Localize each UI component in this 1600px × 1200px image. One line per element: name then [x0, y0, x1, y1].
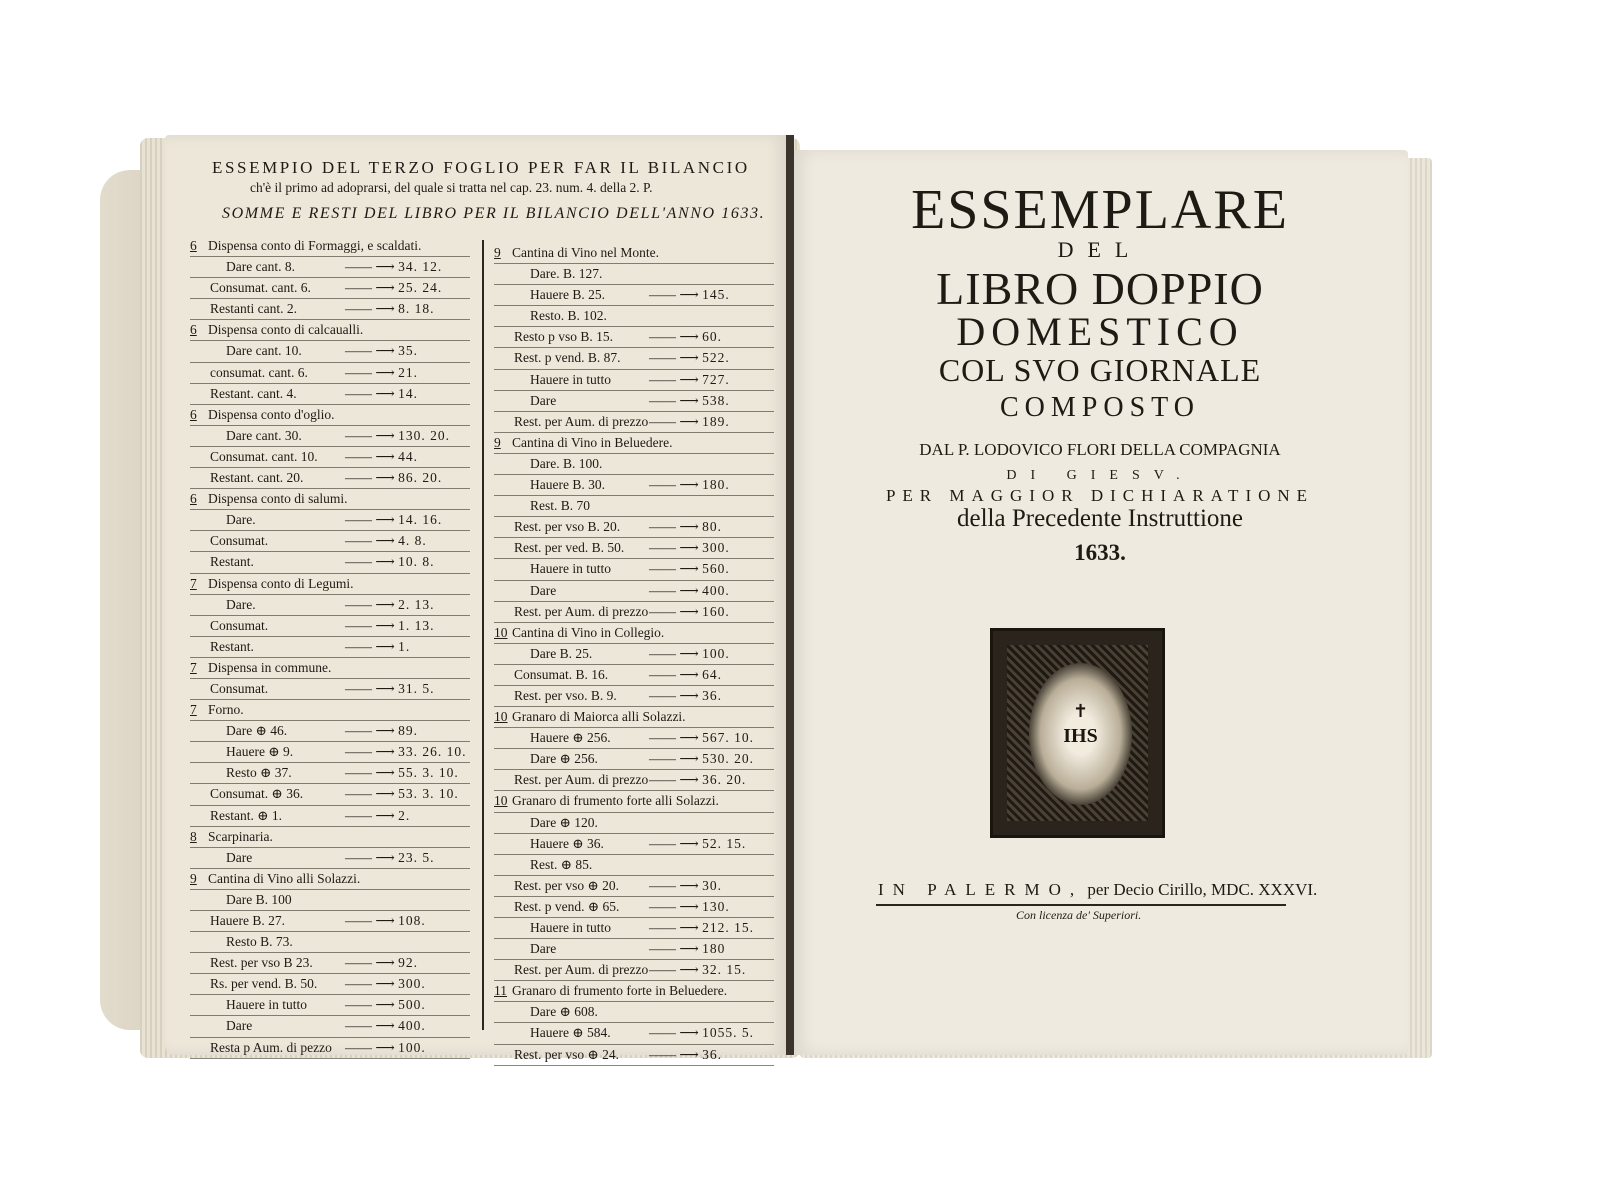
- entry-amount: —— ⟶ 23. 5.: [345, 848, 434, 868]
- entry-amount: —— ⟶ 189.: [649, 412, 730, 432]
- ledger-row: [494, 918, 774, 939]
- entry-label: Cantina di Vino nel Monte.: [512, 245, 660, 260]
- entry-amount: —— ⟶ 64.: [649, 665, 722, 685]
- entry-label: Rest. per vso ⊕ 20.: [514, 877, 620, 893]
- ledger-row: [190, 763, 470, 784]
- entry-label: Consumat. cant. 10.: [210, 448, 318, 464]
- entry-label: Consumat.: [210, 533, 269, 549]
- entry-label: Rest. p vend. B. 87.: [514, 350, 621, 366]
- ledger-row: [494, 728, 774, 749]
- ledger-row: [190, 911, 470, 932]
- entry-label: Dispensa conto di salumi.: [208, 491, 348, 507]
- account-number: 6: [190, 491, 197, 507]
- entry-amount: —— ⟶ 80.: [649, 517, 722, 537]
- entry-amount: —— ⟶ 89.: [345, 721, 418, 741]
- ledger-account-heading: [190, 827, 470, 848]
- ledger-row: [494, 581, 774, 602]
- entry-amount: —— ⟶ 34. 12.: [345, 257, 442, 277]
- ledger-column-right: [494, 243, 774, 1066]
- entry-label: Restanti cant. 2.: [210, 301, 297, 317]
- entry-label: Resto p vso B. 15.: [514, 329, 614, 345]
- ledger-row: [190, 468, 470, 489]
- entry-amount: —— ⟶ 53. 3. 10.: [345, 784, 459, 804]
- license-line: Con licenza de' Superiori.: [1016, 908, 1142, 922]
- ledger-row: [494, 538, 774, 559]
- entry-label: Restant.: [210, 554, 254, 570]
- entry-amount: —— ⟶ 25. 24.: [345, 278, 442, 298]
- ledger-row: [494, 897, 774, 918]
- account-number: 10: [494, 709, 508, 725]
- imprint: [878, 880, 1317, 900]
- ledger-row: [494, 749, 774, 770]
- ledger-row: [494, 517, 774, 538]
- entry-label: Restant.: [210, 638, 254, 654]
- entry-label: Consumat. cant. 6.: [210, 280, 311, 296]
- left-page-subtitle: ch'è il primo ad adoprarsi, del quale si tratta nel cap. 23. num. 4. della 2. P.: [250, 180, 653, 195]
- entry-amount: —— ⟶ 21.: [345, 363, 418, 383]
- entry-label: Resta p Aum. di pezzo: [210, 1039, 332, 1055]
- ledger-row: [190, 341, 470, 362]
- entry-label: Rest. per ved. B. 50.: [514, 540, 625, 556]
- entry-label: Rest. per vso B 23.: [210, 955, 313, 971]
- entry-label: Hauere in tutto: [530, 561, 611, 577]
- entry-label: Rs. per vend. B. 50.: [210, 976, 318, 992]
- ledger-row: [190, 932, 470, 953]
- ledger-row: [190, 363, 470, 384]
- entry-amount: —— ⟶ 145.: [649, 285, 730, 305]
- ledger-account-heading: [190, 700, 470, 721]
- ledger-row: [190, 299, 470, 320]
- ledger-row: [494, 813, 774, 834]
- ledger-row: [494, 876, 774, 897]
- ledger-row: [190, 278, 470, 299]
- ledger-row: [494, 348, 774, 369]
- ledger-row: [494, 391, 774, 412]
- ledger-account-heading: [494, 433, 774, 454]
- entry-label: Restant. ⊕ 1.: [210, 807, 283, 823]
- entry-label: Hauere B. 27.: [210, 913, 285, 928]
- entry-amount: —— ⟶ 4. 8.: [345, 531, 427, 551]
- entry-amount: —— ⟶ 52. 15.: [649, 834, 746, 854]
- entry-amount: —— ⟶ 10. 8.: [345, 552, 434, 572]
- ledger-account-heading: [494, 243, 774, 264]
- entry-label: Resto ⊕ 37.: [226, 765, 292, 781]
- entry-amount: —— ⟶ 567. 10.: [649, 728, 754, 748]
- entry-label: Dispensa conto di calcaualli.: [208, 322, 364, 338]
- ledger-account-heading: [494, 707, 774, 728]
- entry-label: Rest. per vso. B. 9.: [514, 687, 617, 703]
- entry-label: Rest. per Aum. di prezzo: [514, 772, 649, 788]
- account-number: 7: [190, 575, 197, 591]
- entry-label: Rest. per Aum. di prezzo: [514, 962, 649, 978]
- ledger-row: [190, 510, 470, 531]
- ledger-row: [190, 995, 470, 1016]
- entry-label: Resto B. 73.: [226, 934, 293, 950]
- title-libro-doppio: LIBRO DOPPIO: [936, 263, 1264, 314]
- account-number: 6: [190, 406, 197, 422]
- entry-amount: —— ⟶ 212. 15.: [649, 918, 754, 938]
- entry-amount: —— ⟶ 300.: [345, 974, 426, 994]
- entry-amount: —— ⟶ 86. 20.: [345, 468, 442, 488]
- account-number: 10: [494, 793, 508, 809]
- entry-label: Granaro di Maiorca alli Solazzi.: [512, 709, 686, 725]
- entry-amount: —— ⟶ 400.: [345, 1016, 426, 1036]
- entry-amount: —— ⟶ 560.: [649, 559, 730, 579]
- entry-amount: —— ⟶ 44.: [345, 447, 418, 467]
- ledger-account-heading: [494, 791, 774, 812]
- ledger-row: [190, 848, 470, 869]
- ledger-row: [494, 370, 774, 391]
- entry-label: Rest. ⊕ 85.: [530, 856, 593, 872]
- ledger-row: [190, 974, 470, 995]
- title-domestico: DOMESTICO: [956, 309, 1244, 354]
- ledger-row: [190, 890, 470, 911]
- entry-label: Hauere ⊕ 9.: [226, 744, 294, 760]
- ledger-column-left: [190, 236, 470, 1059]
- entry-amount: —— ⟶ 100.: [649, 644, 730, 664]
- ledger-row: [494, 939, 774, 960]
- entry-label: Hauere ⊕ 36.: [530, 835, 604, 851]
- entry-amount: —— ⟶ 108.: [345, 911, 426, 931]
- ledger-row: [494, 496, 774, 517]
- ledger-account-heading: [190, 320, 470, 341]
- ledger-row: [190, 721, 470, 742]
- account-number: 7: [190, 659, 197, 675]
- entry-label: Dare.: [226, 512, 256, 528]
- author-line: DAL P. LODOVICO FLORI DELLA COMPAGNIA: [919, 440, 1281, 459]
- account-number: 7: [190, 702, 197, 718]
- ledger-row: [494, 264, 774, 285]
- title-essemplare: ESSEMPLARE: [911, 179, 1289, 241]
- entry-amount: —— ⟶ 33. 26. 10.: [345, 742, 466, 762]
- entry-label: Dare B. 25.: [530, 645, 593, 661]
- declaration-line: PER MAGGIOR DICHIARATIONE: [885, 486, 1315, 505]
- entry-amount: —— ⟶ 538.: [649, 391, 730, 411]
- column-divider: [482, 240, 484, 1030]
- entry-amount: —— ⟶ 400.: [649, 581, 730, 601]
- ledger-row: [190, 679, 470, 700]
- cross-icon: ✝: [1072, 701, 1089, 721]
- entry-amount: —— ⟶ 36.: [649, 686, 722, 706]
- ledger-row: [494, 285, 774, 306]
- entry-amount: —— ⟶ 1. 13.: [345, 616, 434, 636]
- entry-label: Cantina di Vino alli Solazzi.: [208, 870, 361, 886]
- left-page-heading: SOMME E RESTI DEL LIBRO PER IL BILANCIO DELL'ANNO 1633.: [222, 205, 766, 222]
- year-line: 1633.: [1074, 540, 1126, 565]
- instruction-line: della Precedente Instruttione: [957, 505, 1243, 532]
- entry-amount: —— ⟶ 130.: [649, 897, 730, 917]
- ledger-row: [190, 806, 470, 827]
- ledger-row: [190, 426, 470, 447]
- imprint-city: IN PALERMO,: [878, 880, 1084, 899]
- entry-label: Dare ⊕ 608.: [530, 1004, 598, 1020]
- ledger-account-heading: [494, 981, 774, 1002]
- entry-amount: —— ⟶ 130. 20.: [345, 426, 450, 446]
- entry-label: Dispensa conto di Legumi.: [208, 575, 354, 591]
- title-composto: COMPOSTO: [1000, 392, 1200, 423]
- title-del: DEL: [1057, 237, 1143, 262]
- ledger-row: [494, 327, 774, 348]
- entry-label: Hauere in tutto: [530, 371, 611, 387]
- ledger-account-heading: [494, 623, 774, 644]
- entry-amount: —— ⟶ 2. 13.: [345, 595, 434, 615]
- imprint-printer: per Decio Cirillo, MDC. XXXVI.: [1087, 880, 1318, 899]
- entry-label: Consumat. ⊕ 36.: [210, 786, 304, 802]
- entry-amount: —— ⟶ 60.: [649, 327, 722, 347]
- ledger-row: [494, 306, 774, 327]
- account-number: 6: [190, 322, 197, 338]
- entry-amount: —— ⟶ 100.: [345, 1038, 426, 1058]
- entry-amount: —— ⟶ 36.: [649, 1045, 722, 1065]
- ledger-row: [494, 1002, 774, 1023]
- entry-label: Rest. B. 70: [530, 498, 591, 514]
- account-number: 11: [494, 983, 507, 999]
- society-line: DI GIESV.: [1006, 468, 1194, 483]
- ledger-row: [190, 531, 470, 552]
- entry-label: Rest. per vso B. 20.: [514, 519, 621, 535]
- entry-amount: —— ⟶ 160.: [649, 602, 730, 622]
- account-number: 9: [494, 434, 501, 450]
- emblem-text: IHS: [1063, 725, 1098, 747]
- ihs-emblem: [990, 628, 1165, 838]
- entry-label: Dare B. 100: [226, 891, 292, 907]
- entry-label: Scarpinaria.: [208, 828, 273, 844]
- entry-label: Granaro di frumento forte alli Solazzi.: [512, 793, 719, 809]
- ledger-row: [494, 412, 774, 433]
- entry-amount: —— ⟶ 727.: [649, 370, 730, 390]
- ledger-row: [494, 1045, 774, 1066]
- entry-amount: —— ⟶ 92.: [345, 953, 418, 973]
- ledger-row: [494, 834, 774, 855]
- ledger-row: [494, 686, 774, 707]
- entry-label: Hauere in tutto: [530, 920, 611, 935]
- entry-label: Resto. B. 102.: [530, 308, 607, 324]
- ledger-row: [494, 559, 774, 580]
- ledger-account-heading: [190, 405, 470, 426]
- entry-amount: —— ⟶ 500.: [345, 995, 426, 1015]
- entry-amount: —— ⟶ 2.: [345, 806, 410, 826]
- entry-amount: —— ⟶ 31. 5.: [345, 679, 434, 699]
- ledger-row: [190, 384, 470, 405]
- entry-amount: —— ⟶ 1.: [345, 637, 410, 657]
- ledger-row: [494, 770, 774, 791]
- entry-amount: —— ⟶ 300.: [649, 538, 730, 558]
- imprint-rule: [876, 904, 1286, 906]
- entry-label: Consumat. B. 16.: [514, 666, 609, 682]
- entry-label: Restant. cant. 4.: [210, 385, 297, 401]
- account-number: 9: [494, 245, 501, 260]
- ledger-row: [494, 1023, 774, 1044]
- account-number: 8: [190, 828, 197, 844]
- ledger-row: [494, 960, 774, 981]
- entry-label: Dare. B. 127.: [530, 266, 603, 282]
- ledger-row: [494, 644, 774, 665]
- ledger-account-heading: [190, 658, 470, 679]
- entry-amount: —— ⟶ 8. 18.: [345, 299, 434, 319]
- entry-label: Hauere B. 25.: [530, 287, 605, 303]
- ledger-row: [190, 953, 470, 974]
- ledger-account-heading: [190, 489, 470, 510]
- entry-label: Granaro di frumento forte in Beluedere.: [512, 983, 728, 999]
- entry-label: Cantina di Vino in Collegio.: [512, 624, 665, 640]
- entry-label: Dare.: [226, 596, 256, 612]
- ledger-row: [190, 784, 470, 805]
- ledger-row: [190, 1016, 470, 1037]
- ledger-row: [190, 637, 470, 658]
- entry-amount: —— ⟶ 14.: [345, 384, 418, 404]
- entry-amount: —— ⟶ 522.: [649, 348, 730, 368]
- ledger-row: [190, 595, 470, 616]
- ledger-account-heading: [190, 869, 470, 890]
- entry-label: Dare ⊕ 120.: [530, 814, 598, 830]
- entry-label: Rest. p vend. ⊕ 65.: [514, 898, 620, 914]
- entry-label: Rest. per Aum. di prezzo: [514, 413, 649, 429]
- entry-label: Dare ⊕ 46.: [226, 723, 288, 739]
- ledger-row: [190, 552, 470, 573]
- entry-label: Hauere in tutto: [226, 997, 307, 1013]
- entry-label: Dare. B. 100.: [530, 455, 603, 471]
- entry-amount: —— ⟶ 30.: [649, 876, 722, 896]
- title-giornale: COL SVO GIORNALE: [938, 352, 1262, 388]
- entry-amount: —— ⟶ 180.: [649, 475, 730, 495]
- ledger-row: [494, 665, 774, 686]
- entry-label: Dispensa conto di Formaggi, e scaldati.: [208, 238, 422, 253]
- entry-amount: —— ⟶ 36. 20.: [649, 770, 746, 790]
- entry-label: Dispensa in commune.: [208, 659, 332, 675]
- entry-label: Consumat.: [210, 617, 269, 633]
- ledger-row: [190, 447, 470, 468]
- entry-label: Dare ⊕ 256.: [530, 751, 598, 767]
- ledger-row: [190, 616, 470, 637]
- entry-label: Cantina di Vino in Beluedere.: [512, 434, 673, 450]
- entry-label: Rest. per Aum. di prezzo: [514, 603, 649, 619]
- ledger-account-heading: [190, 236, 470, 257]
- ledger-row: [494, 454, 774, 475]
- entry-label: Dispensa conto d'oglio.: [208, 406, 335, 422]
- entry-amount: —— ⟶ 180: [649, 939, 725, 959]
- ledger-row: [190, 742, 470, 763]
- entry-amount: —— ⟶ 1055. 5.: [649, 1023, 754, 1043]
- account-number: 9: [190, 870, 197, 886]
- ledger-account-heading: [190, 574, 470, 595]
- entry-amount: —— ⟶ 55. 3. 10.: [345, 763, 459, 783]
- entry-label: Dare: [226, 849, 253, 865]
- entry-label: Dare: [530, 582, 557, 598]
- entry-label: Dare cant. 30.: [226, 427, 302, 443]
- left-page-title: ESSEMPIO DEL TERZO FOGLIO PER FAR IL BILANCIO: [212, 158, 750, 177]
- entry-label: Dare: [530, 392, 557, 408]
- entry-label: Hauere ⊕ 584.: [530, 1025, 611, 1041]
- entry-amount: —— ⟶ 530. 20.: [649, 749, 754, 769]
- ledger-row: [190, 257, 470, 278]
- account-number: 10: [494, 624, 508, 640]
- entry-amount: —— ⟶ 14. 16.: [345, 510, 442, 530]
- entry-label: Dare cant. 10.: [226, 343, 302, 359]
- entry-label: Consumat.: [210, 680, 269, 696]
- entry-label: Hauere ⊕ 256.: [530, 730, 611, 746]
- entry-label: consumat. cant. 6.: [210, 364, 308, 380]
- entry-amount: —— ⟶ 35.: [345, 341, 418, 361]
- entry-label: Restant. cant. 20.: [210, 470, 304, 486]
- entry-label: Hauere B. 30.: [530, 477, 605, 493]
- entry-label: Forno.: [208, 702, 244, 718]
- entry-label: Dare: [530, 941, 557, 957]
- entry-label: Dare: [226, 1018, 253, 1034]
- ledger-row: [494, 855, 774, 876]
- ledger-row: [190, 1038, 470, 1059]
- entry-label: Dare cant. 8.: [226, 259, 295, 275]
- ledger-row: [494, 475, 774, 496]
- account-number: 6: [190, 238, 197, 253]
- entry-label: Rest. per vso ⊕ 24.: [514, 1046, 620, 1062]
- ledger-row: [494, 602, 774, 623]
- entry-amount: —— ⟶ 32. 15.: [649, 960, 746, 980]
